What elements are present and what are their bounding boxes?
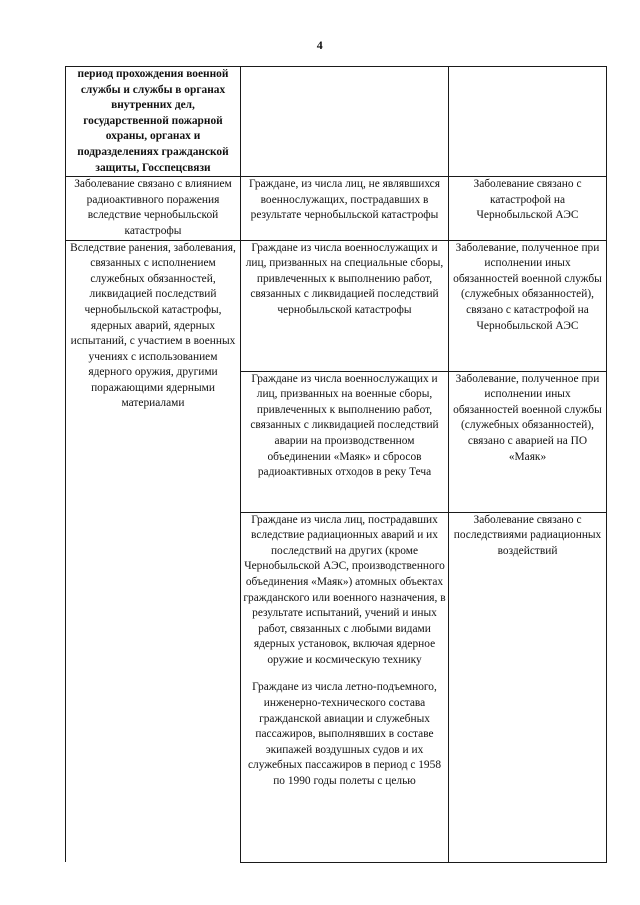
cell-text: Заболевание, полученное при исполнении иных обязанностей военной службы (служебных обязанностей), связано с аварией на ПО «Маяк» [453, 372, 602, 463]
table-cell-category [241, 240, 449, 371]
table-row [66, 67, 607, 177]
table-row [66, 177, 607, 240]
table-cell-formulation [449, 512, 607, 862]
cell-text: Граждане из числа военнослужащих и лиц, призванных на военные сборы, привлеченных к выполнению работ, связанных с ликвидацией последствий аварии на производственном объединении «Маяк» и сбросов радиоактивных отходов в реку Теча [250, 372, 439, 479]
cell-text: Заболевание связано с последствиями радиационных воздействий [453, 513, 602, 557]
cell-text: Вследствие ранения, заболевания, связанных с исполнением служебных обязанностей, ликвидацией последствий чернобыльской катастрофы, ядерных аварий, ядерных испытаний, с участием в военных учениях с использованием ядерного оружия, другими поражающими ядерными материалами [70, 241, 236, 410]
cell-text: Граждане из числа лиц, пострадавших вследствие радиационных аварий и их последствий на других (кроме Чернобыльской АЭС, производственного объединения «Маяк») атомных объектах гражданского или военного назначения, в результате испытаний, учений и иных работ, связанных с любыми видами ядерных установок, включая ядерное оружие и космическую технику [243, 513, 446, 666]
table-cell-formulation [449, 240, 607, 371]
table-row [66, 240, 607, 371]
table-cell-category [241, 371, 449, 512]
table-cell-cause [66, 240, 241, 862]
table-cell-category [241, 67, 449, 177]
table-cell-cause [66, 67, 241, 177]
cell-text: Граждане, из числа лиц, не являвшихся военнослужащих, пострадавших в результате чернобыльской катастрофы [249, 178, 440, 222]
cell-text: Заболевание связано с катастрофой на Чернобыльской АЭС [473, 178, 582, 222]
classification-table [65, 66, 607, 863]
cell-text: Заболевание связано с влиянием радиоактивного поражения вследствие чернобыльской катастрофы [74, 178, 232, 237]
page-number: 4 [316, 38, 324, 52]
table-cell-category [241, 512, 449, 862]
table-cell-formulation [449, 67, 607, 177]
cell-text: период прохождения военной службы и службы в органах внутренних дел, государственной пожарной охраны, органах и подразделениях гражданской защиты, Госспецсвязи [77, 68, 229, 174]
table-cell-formulation [449, 177, 607, 240]
table-cell-formulation [449, 371, 607, 512]
cell-text: Граждане из числа летно-подъемного, инженерно-технического состава гражданской авиации и служебных пассажиров, выполнявших в составе экипажей воздушных судов и их служебных пассажиров в период с 1958 по 1990 годы полеты с целью [247, 681, 442, 788]
table-cell-cause [66, 177, 241, 240]
table-cell-category [241, 177, 449, 240]
cell-text: Граждане из числа военнослужащих и лиц, призванных на специальные сборы, привлеченных к выполнению работ, связанных с ликвидацией последствий чернобыльской катастрофы [245, 241, 444, 316]
cell-text: Заболевание, полученное при исполнении иных обязанностей военной службы (служебных обязанностей), связано с катастрофой на Чернобыльской АЭС [453, 241, 602, 332]
